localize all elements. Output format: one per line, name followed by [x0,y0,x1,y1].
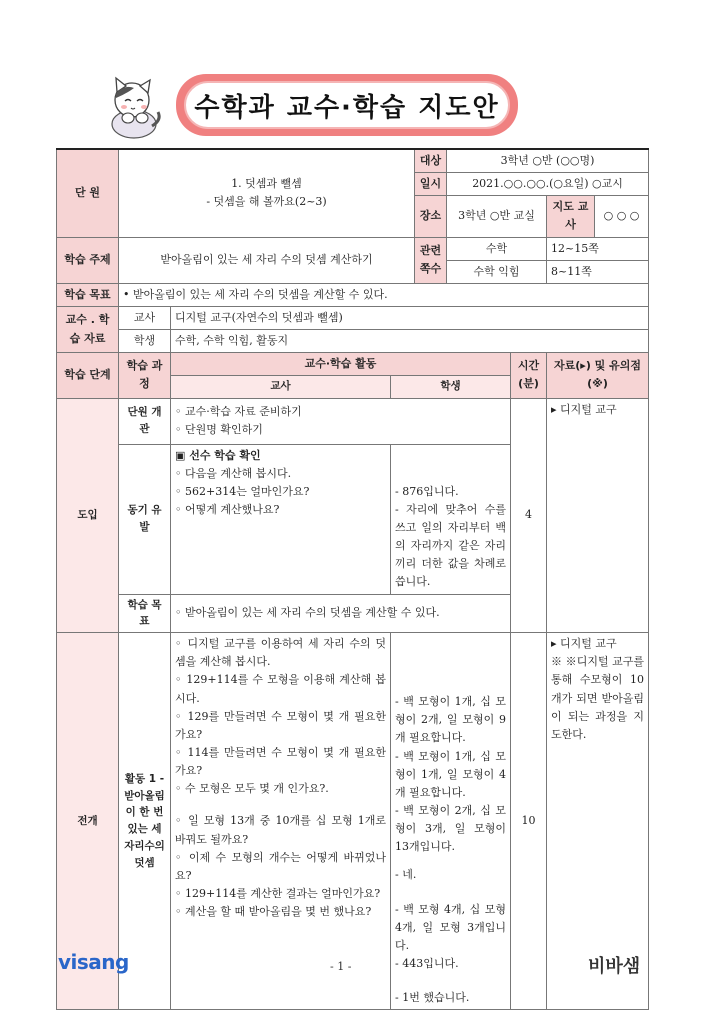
process-motivation: 동기 유발 [119,444,171,594]
develop-material-note: ▸ 디지털 교구 [551,637,617,651]
unit-subtitle: - 덧셈을 해 볼까요(2~3) [206,195,327,209]
unit-label: 단 원 [57,149,119,237]
related-pages: 12~15쪽 [547,237,649,260]
process-unit-overview: 단원 개관 [119,398,171,444]
process-goal: 학습 목표 [119,594,171,633]
col-process: 학습 과정 [119,353,171,398]
place-label: 장소 [415,196,447,237]
col-teacher: 교사 [171,376,391,398]
stage-intro: 도입 [57,398,119,632]
intro-notes: ▸ 디지털 교구 [547,398,649,632]
student-activity [391,444,511,594]
materials-items: 디지털 교구(자연수의 덧셈과 뺄셈) [171,306,649,329]
teacher-step: ◦ 일 모형 13개 중 10개를 십 모형 1개로 바꿔도 될까요? [175,814,386,846]
student-response: - 백 모형 4개, 십 모형 4개, 일 모형 3개입니다. [395,902,507,952]
teacher-activity [171,444,391,594]
related-pages: 8~11쪽 [547,260,649,283]
materials-items: 수학, 수학 익힘, 활동지 [171,330,649,353]
teacher-value: ○ ○ ○ [595,196,649,237]
teacher-step: ◦ 교수·학습 자료 준비하기 [175,405,302,419]
student-response: - 443입니다. [395,956,459,970]
student-response: - 백 모형이 1개, 십 모형이 2개, 일 모형이 9개 필요합니다. [395,695,507,745]
place-value: 3학년 ○반 교실 [447,196,547,237]
target-value: 3학년 ○반 (○○명) [447,149,649,173]
teacher-step: ◦ 129+114를 계산한 결과는 얼마인가요? [175,886,381,900]
col-student: 학생 [391,376,511,398]
related-book: 수학 익힘 [447,260,547,283]
visang-logo: visang [58,950,129,974]
unit-value [119,149,415,237]
topic-value: 받아올림이 있는 세 자리 수의 덧셈 계산하기 [119,237,415,283]
target-label: 대상 [415,149,447,173]
teacher-step: ◦ 디지털 교구를 이용하여 세 자리 수의 덧셈을 계산해 봅시다. [175,637,386,669]
col-time: 시간 (분) [511,353,547,398]
student-response: - 876입니다. [395,484,459,498]
teacher-step: ◦ 114를 만들려면 수 모형이 몇 개 필요한가요? [175,746,386,778]
student-response: - 네. [395,868,417,882]
teacher-activity: ◦ 받아올림이 있는 세 자리 수의 덧셈을 계산할 수 있다. [171,594,511,633]
teacher-activity [171,398,511,444]
goal-label: 학습 목표 [57,283,119,306]
teacher-label: 지도 교사 [547,196,595,237]
cat-mascot-illustration [104,74,164,140]
teacher-step: ◦ 계산을 할 때 받아올림을 몇 번 했나요? [175,905,372,919]
student-response: - 자리에 맞추어 수를 쓰고 일의 자리부터 백의 자리까지 같은 자리끼리 더한 값을 차례로 씁니다. [395,502,507,589]
teacher-step: ◦ 수 모형은 모두 몇 개 인가요?. [175,782,329,796]
teacher-step: ◦ 다음을 계산해 봅시다. [175,466,292,480]
student-activity [391,633,511,1010]
develop-time: 10 [511,633,547,1010]
topic-label: 학습 주제 [57,237,119,283]
goal-value: • 받아올림이 있는 세 자리 수의 덧셈을 계산할 수 있다. [119,283,649,306]
date-label: 일시 [415,173,447,196]
col-activity: 교수·학습 활동 [171,353,511,376]
materials-label: 교수 . 학습 자료 [57,306,119,352]
process-activity-1: 활동 1 - 받아올림이 한 번 있는 세 자리수의 덧셈 [119,633,171,1010]
teacher-step: ◦ 562+314는 얼마인가요? [175,485,310,498]
teacher-step: ◦ 단원명 확인하기 [175,423,263,437]
student-response: - 백 모형이 2개, 십 모형이 3개, 일 모형이 13개입니다. [395,804,507,854]
teacher-step: ◦ 129를 만들려면 수 모형이 몇 개 필요한가요? [175,709,386,741]
teacher-step: ◦ 이제 수 모형의 개수는 어떻게 바뀌었나요? [175,850,386,882]
page-number: - 1 - [330,960,352,973]
vivasam-logo: 비바샘 [588,956,641,977]
col-stage: 학습 단계 [57,353,119,398]
teacher-heading: ▣ 선수 학습 확인 [175,448,261,462]
develop-caution-note: ※ ※디지털 교구를 통해 수모형이 10개가 되면 받아올림이 되는 과정을 지도한다. [551,655,645,741]
teacher-step: ◦ 어떻게 계산했나요? [175,503,280,517]
related-pages-label: 관련 쪽수 [415,237,447,283]
student-response: - 백 모형이 1개, 십 모형이 1개, 일 모형이 4개 필요합니다. [395,749,507,799]
lesson-plan-table [56,148,649,1010]
page-title: 수학과 교수·학습 지도안 [184,81,510,129]
teacher-step: ◦ 129+114를 수 모형을 이용해 계산해 봅시다. [175,673,386,705]
col-notes: 자료(▸) 및 유의점(※) [547,353,649,398]
teacher-activity [171,633,391,1010]
stage-develop: 전개 [57,633,119,1010]
intro-time: 4 [511,398,547,632]
materials-who: 교사 [119,306,171,329]
materials-who: 학생 [119,330,171,353]
date-value: 2021.○○.○○.(○요일) ○교시 [447,173,649,196]
related-book: 수학 [447,237,547,260]
unit-title: 1. 덧셈과 뺄셈 [231,177,302,191]
student-response: - 1번 했습니다. [395,991,470,1005]
